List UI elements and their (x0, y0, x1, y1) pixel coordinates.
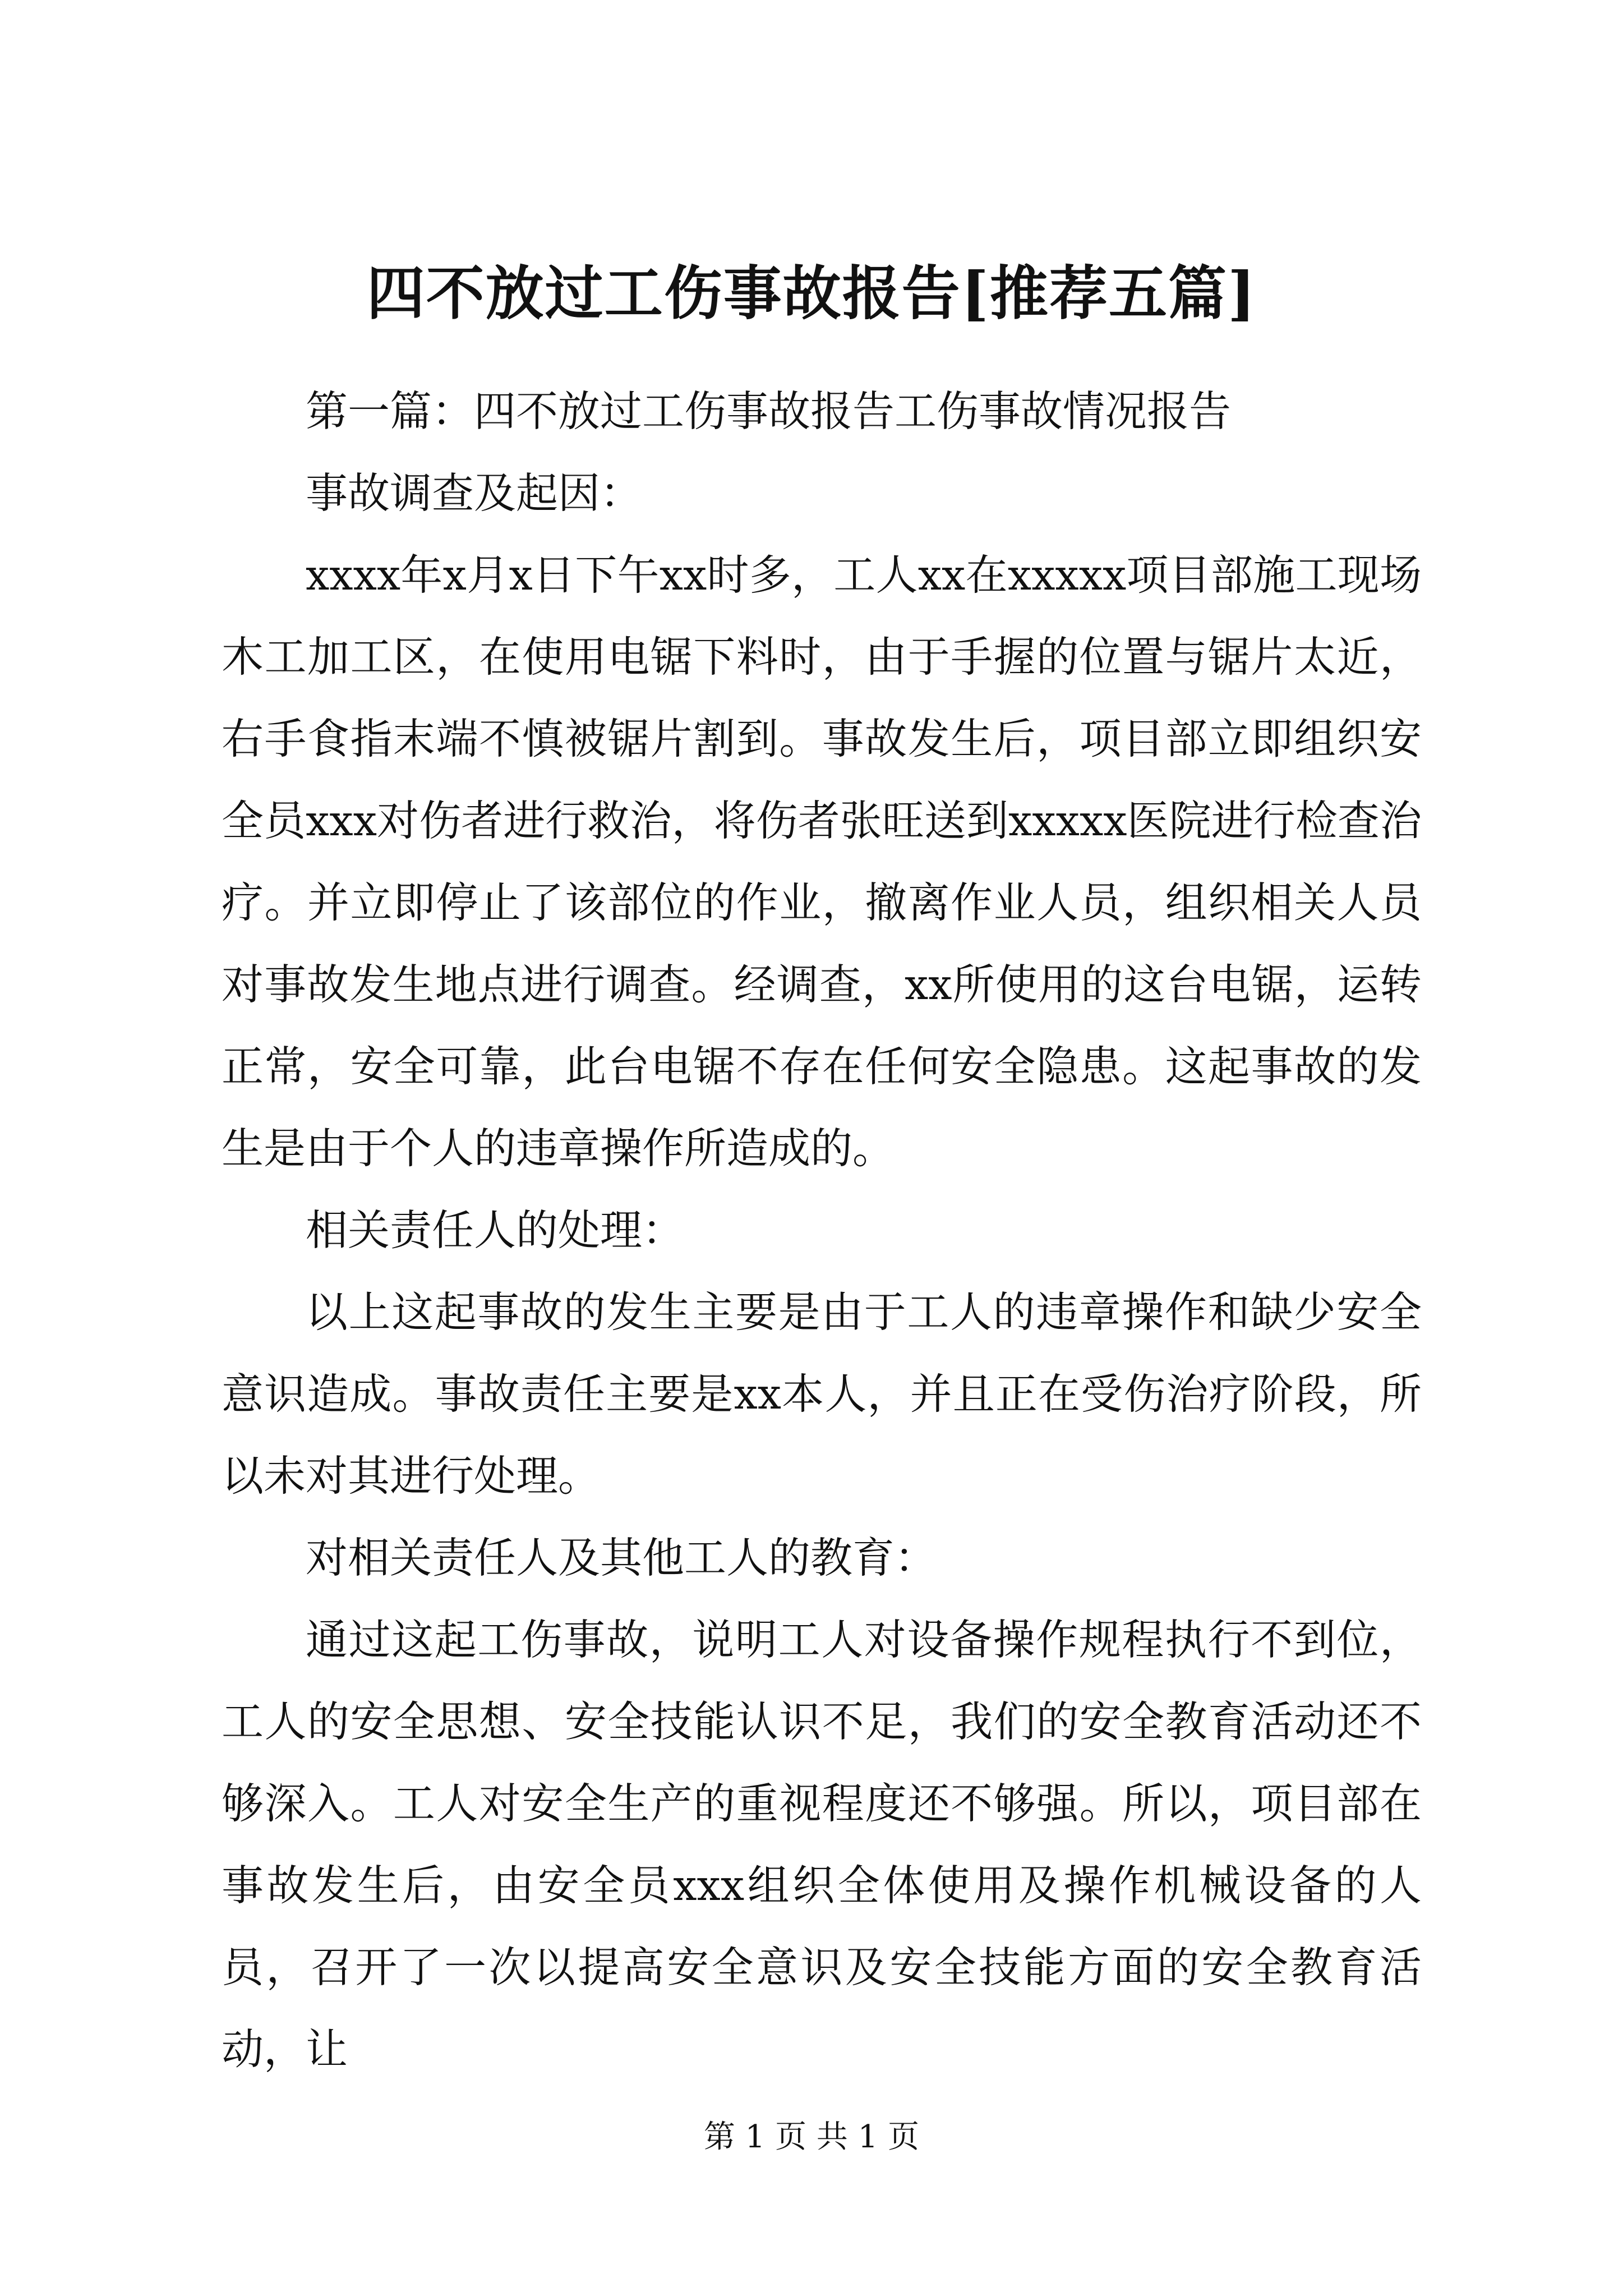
paragraph-education: 通过这起工伤事故，说明工人对设备操作规程执行不到位，工人的安全思想、安全技能认识不足，我们的安全教育活动还不够深入。工人对安全生产的重视程度还不够强。所以，项目部在事故发生后，由安全员xxx组织全体使用及操作机械设备的人员，召开了一次以提高安全意识及安全技能方面的安全教育活动，让 (222, 1615, 1422, 2074)
section-heading: 第一篇：四不放过工伤事故报告工伤事故情况报告 (306, 386, 1232, 436)
paragraph-responsibility: 以上这起事故的发生主要是由于工人的违章操作和缺少安全意识造成。事故责任主要是xx本人，并且正在受伤治疗阶段，所以未对其进行处理。 (222, 1287, 1422, 1501)
subheading-investigation: 事故调查及起因： (306, 468, 643, 518)
document-title: 四不放过工伤事故报告[推荐五篇] (366, 259, 1257, 328)
subheading-responsibility: 相关责任人的处理： (306, 1205, 685, 1255)
document-body (222, 370, 1422, 2090)
paragraph-investigation: xxxx年x月x日下午xx时多，工人xx在xxxxx项目部施工现场木工加工区，在使用电锯下料时，由于手握的位置与锯片太近，右手食指末端不慎被锯片割到。事故发生后，项目部立即组织安全员xxx对伤者进行救治，将伤者张旺送到xxxxx医院进行检查治疗。并立即停止了该部位的作业，撤离作业人员，组织相关人员对事故发生地点进行调查。经调查，xx所使用的这台电锯，运转正常，安全可靠，此台电锯不存在任何安全隐患。这起事故的发生是由于个人的违章操作所造成的。 (222, 550, 1422, 1173)
subheading-education: 对相关责任人及其他工人的教育： (306, 1533, 937, 1582)
page-footer: 第 1 页 共 1 页 (703, 2119, 920, 2155)
